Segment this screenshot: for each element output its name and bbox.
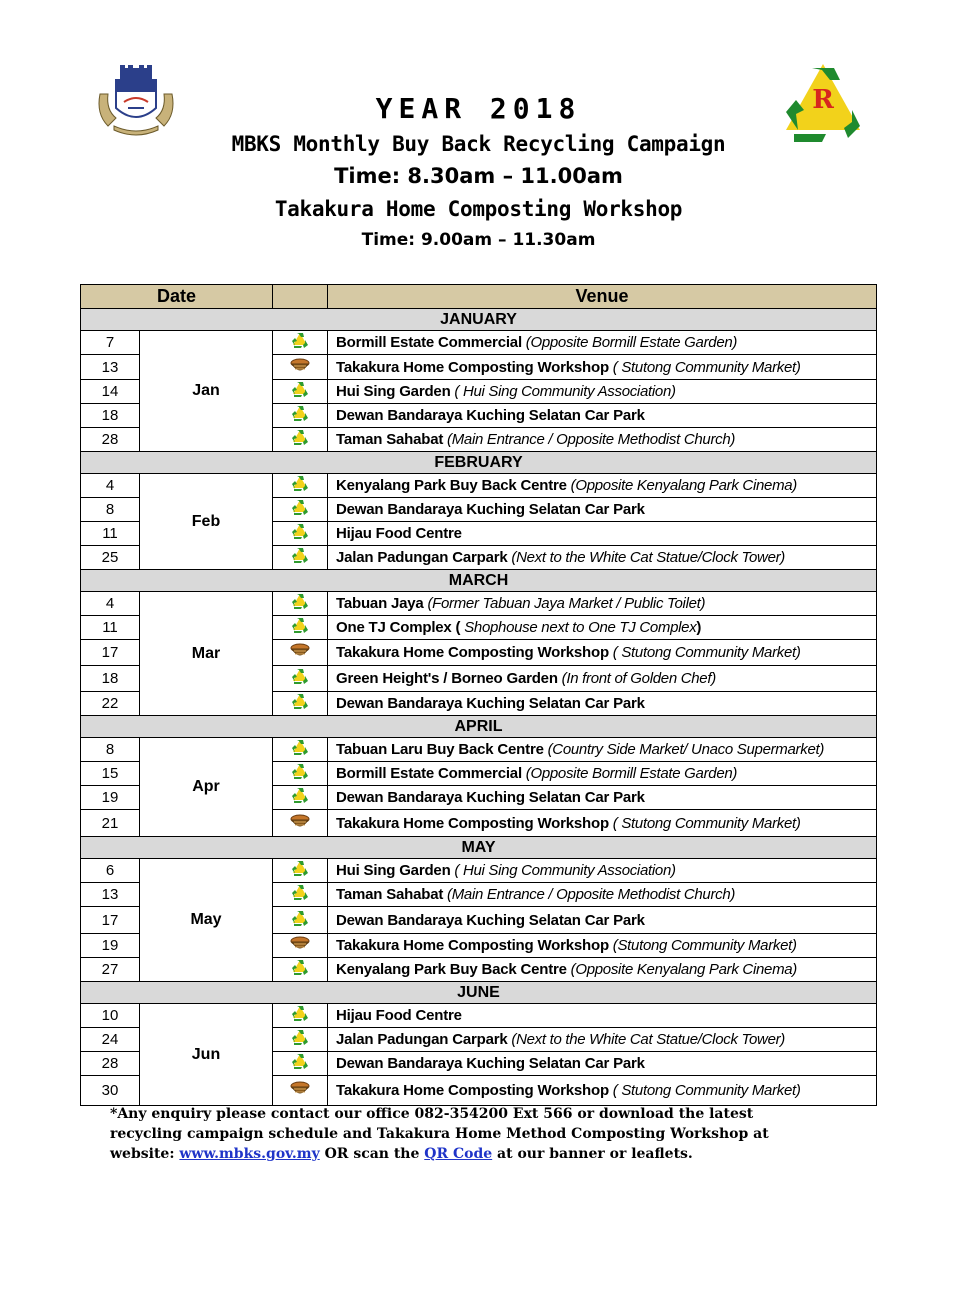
month-row: [81, 837, 877, 859]
event-type-cell: [273, 616, 328, 640]
venue-name: One TJ Complex (: [336, 619, 461, 636]
table-row: [81, 592, 877, 616]
month-short-cell: Jun: [140, 1004, 273, 1106]
venue-cell: [328, 498, 877, 522]
day-cell: 11: [81, 522, 140, 546]
day-cell: 27: [81, 958, 140, 982]
venue-cell: [328, 1052, 877, 1076]
recycle-icon: [291, 616, 309, 639]
recycle-icon: [291, 692, 309, 715]
day-cell: 8: [81, 738, 140, 762]
compost-basket-icon: [289, 934, 311, 957]
event-type-cell: [273, 907, 328, 934]
venue-note: ( Hui Sing Community Association): [450, 862, 676, 879]
venue-name: Dewan Bandaraya Kuching Selatan Car Park: [336, 501, 645, 518]
venue-note: Shophouse next to One TJ Complex: [460, 619, 697, 636]
day-cell: 14: [81, 380, 140, 404]
venue-name: Hijau Food Centre: [336, 1007, 462, 1024]
month-name: APRIL: [81, 716, 877, 738]
footer-text-2: OR scan the: [319, 1146, 425, 1162]
event-type-cell: [273, 474, 328, 498]
venue-cell: [328, 380, 877, 404]
venue-note: (Main Entrance / Opposite Methodist Church): [443, 886, 736, 903]
day-cell: 19: [81, 934, 140, 958]
footer-text: *Any enquiry please contact our office 082-354200 Ext 566 or download the latest recycling campaign schedule and Takakura Home Method Composting Workshop at website:: [110, 1106, 769, 1162]
day-cell: 28: [81, 428, 140, 452]
venue-cell: [328, 762, 877, 786]
recycle-icon: [291, 331, 309, 354]
day-cell: 19: [81, 786, 140, 810]
month-short-cell: Jan: [140, 331, 273, 452]
day-cell: 25: [81, 546, 140, 570]
event-type-cell: [273, 934, 328, 958]
month-short-cell: Mar: [140, 592, 273, 716]
event-type-cell: [273, 522, 328, 546]
recycle-icon: [291, 380, 309, 403]
venue-name: Green Height's / Borneo Garden: [336, 670, 558, 687]
venue-note: (Main Entrance / Opposite Methodist Church): [443, 431, 736, 448]
day-cell: 30: [81, 1076, 140, 1106]
recycle-icon: [291, 498, 309, 521]
event-type-cell: [273, 859, 328, 883]
workshop-title: Takakura Home Composting Workshop: [274, 197, 683, 221]
recycle-icon: [291, 522, 309, 545]
month-short-cell: Apr: [140, 738, 273, 837]
day-cell: 22: [81, 692, 140, 716]
venue-name: Taman Sahabat: [336, 431, 444, 448]
compost-basket-icon: [289, 1079, 311, 1102]
event-type-cell: [273, 738, 328, 762]
venue-name: Takakura Home Composting Workshop: [336, 937, 609, 954]
day-cell: 6: [81, 859, 140, 883]
venue-cell: [328, 1028, 877, 1052]
day-cell: 15: [81, 762, 140, 786]
table-header-row: [81, 285, 877, 309]
month-name: JANUARY: [81, 309, 877, 331]
event-type-cell: [273, 1052, 328, 1076]
venue-cell: [328, 640, 877, 666]
venue-cell: [328, 474, 877, 498]
day-cell: 13: [81, 883, 140, 907]
venue-name: Hui Sing Garden: [336, 862, 451, 879]
event-type-cell: [273, 1076, 328, 1106]
venue-cell: [328, 522, 877, 546]
recycle-icon: [291, 762, 309, 785]
venue-cell: [328, 810, 877, 837]
venue-note: (Opposite Kenyalang Park Cinema): [566, 961, 797, 978]
venue-name: Takakura Home Composting Workshop: [336, 358, 609, 376]
recycling-logo-letter: R: [812, 85, 834, 115]
recycle-icon: [291, 1028, 309, 1051]
recycle-icon: [291, 428, 309, 451]
venue-name: Tabuan Laru Buy Back Centre: [336, 741, 544, 758]
venue-cell: [328, 738, 877, 762]
recycle-icon: [291, 1004, 309, 1027]
venue-note: (Former Tabuan Jaya Market / Public Toilet): [423, 595, 706, 612]
recycle-icon: [291, 474, 309, 497]
recycle-icon: [291, 909, 309, 932]
venue-cell: [328, 331, 877, 355]
event-type-cell: [273, 355, 328, 380]
month-name: JUNE: [81, 982, 877, 1004]
event-type-cell: [273, 404, 328, 428]
event-type-cell: [273, 331, 328, 355]
day-cell: 10: [81, 1004, 140, 1028]
month-name: MAY: [81, 837, 877, 859]
month-short-cell: May: [140, 859, 273, 982]
campaign-time: Time: 8.30am – 11.00am: [334, 164, 623, 188]
day-cell: 18: [81, 404, 140, 428]
venue-cell: [328, 404, 877, 428]
venue-name: Jalan Padungan Carpark: [336, 549, 508, 566]
recycle-icon: [291, 883, 309, 906]
venue-cell: [328, 883, 877, 907]
venue-cell: [328, 958, 877, 982]
venue-name: Bormill Estate Commercial: [336, 334, 522, 351]
event-type-cell: [273, 546, 328, 570]
venue-note: (Next to the White Cat Statue/Clock Tower): [507, 549, 786, 566]
venue-note: (Opposite Bormill Estate Garden): [521, 334, 738, 351]
compost-basket-icon: [289, 812, 311, 835]
event-type-cell: [273, 786, 328, 810]
recycle-icon: [291, 859, 309, 882]
venue-note: ( Stutong Community Market): [608, 814, 801, 832]
recycle-icon: [291, 738, 309, 761]
footer-note: [110, 1104, 810, 1164]
venue-name: Dewan Bandaraya Kuching Selatan Car Park: [336, 911, 645, 929]
venue-name: Dewan Bandaraya Kuching Selatan Car Park: [336, 407, 645, 424]
venue-name-tail: ): [696, 619, 702, 636]
venue-note: ( Stutong Community Market): [608, 644, 801, 661]
venue-cell: [328, 428, 877, 452]
venue-cell: [328, 666, 877, 692]
recycling-logo: [782, 60, 864, 144]
recycle-icon: [291, 1052, 309, 1075]
venue-note: ( Stutong Community Market): [608, 1082, 801, 1099]
event-type-cell: [273, 666, 328, 692]
venue-name: Dewan Bandaraya Kuching Selatan Car Park: [336, 1055, 645, 1072]
month-name: FEBRUARY: [81, 452, 877, 474]
day-cell: 4: [81, 474, 140, 498]
event-type-cell: [273, 380, 328, 404]
month-row: [81, 982, 877, 1004]
event-type-cell: [273, 498, 328, 522]
venue-note: (Opposite Bormill Estate Garden): [521, 765, 738, 782]
venue-name: Taman Sahabat: [336, 886, 444, 903]
event-type-cell: [273, 1004, 328, 1028]
day-cell: 18: [81, 666, 140, 692]
venue-name: Dewan Bandaraya Kuching Selatan Car Park: [336, 789, 645, 806]
venue-note: (Stutong Community Market): [608, 937, 797, 954]
day-cell: 13: [81, 355, 140, 380]
event-type-cell: [273, 810, 328, 837]
month-short-cell: Feb: [140, 474, 273, 570]
day-cell: 11: [81, 616, 140, 640]
event-type-cell: [273, 958, 328, 982]
venue-cell: [328, 546, 877, 570]
venue-cell: [328, 1004, 877, 1028]
venue-cell: [328, 786, 877, 810]
venue-cell: [328, 907, 877, 934]
recycle-icon: [291, 786, 309, 809]
day-cell: 8: [81, 498, 140, 522]
day-cell: 24: [81, 1028, 140, 1052]
event-type-cell: [273, 692, 328, 716]
compost-basket-icon: [289, 641, 311, 664]
event-type-cell: [273, 592, 328, 616]
venue-cell: [328, 592, 877, 616]
footer-text-3: at our banner or leaflets.: [492, 1146, 693, 1162]
month-row: [81, 309, 877, 331]
table-row: [81, 331, 877, 355]
venue-name: Kenyalang Park Buy Back Centre: [336, 477, 567, 494]
month-row: [81, 716, 877, 738]
event-type-cell: [273, 762, 328, 786]
month-row: [81, 570, 877, 592]
venue-note: (Country Side Market/ Unaco Supermarket): [543, 741, 825, 758]
table-row: [81, 738, 877, 762]
venue-note: (Opposite Kenyalang Park Cinema): [566, 477, 797, 494]
day-cell: 28: [81, 1052, 140, 1076]
venue-column-header: Venue: [328, 285, 877, 309]
venue-name: Tabuan Jaya: [336, 595, 424, 612]
month-name: MARCH: [81, 570, 877, 592]
event-type-cell: [273, 640, 328, 666]
venue-name: Takakura Home Composting Workshop: [336, 1082, 609, 1099]
venue-name: Bormill Estate Commercial: [336, 765, 522, 782]
venue-cell: [328, 859, 877, 883]
venue-name: Kenyalang Park Buy Back Centre: [336, 961, 567, 978]
compost-basket-icon: [289, 356, 311, 379]
year-title: YEAR 2018: [375, 92, 582, 125]
mbks-crest-logo: [94, 64, 178, 138]
event-type-cell: [273, 883, 328, 907]
venue-cell: [328, 692, 877, 716]
recycle-icon: [291, 667, 309, 690]
venue-cell: [328, 616, 877, 640]
day-cell: 17: [81, 640, 140, 666]
recycle-icon: [291, 404, 309, 427]
venue-name: Hui Sing Garden: [336, 383, 451, 400]
table-row: [81, 859, 877, 883]
venue-name: Takakura Home Composting Workshop: [336, 644, 609, 661]
venue-cell: [328, 355, 877, 380]
venue-name: Dewan Bandaraya Kuching Selatan Car Park: [336, 695, 645, 712]
venue-cell: [328, 934, 877, 958]
qr-code-link[interactable]: QR Code: [424, 1146, 493, 1162]
recycle-icon: [291, 958, 309, 981]
venue-name: Hijau Food Centre: [336, 525, 462, 542]
day-cell: 21: [81, 810, 140, 837]
day-cell: 7: [81, 331, 140, 355]
icon-column-header: [273, 285, 328, 309]
venue-name: Jalan Padungan Carpark: [336, 1031, 508, 1048]
recycle-icon: [291, 592, 309, 615]
campaign-title: MBKS Monthly Buy Back Recycling Campaign: [231, 132, 726, 156]
table-row: [81, 1004, 877, 1028]
event-type-cell: [273, 1028, 328, 1052]
venue-cell: [328, 1076, 877, 1106]
page-header: [180, 90, 777, 254]
workshop-time: Time: 9.00am – 11.30am: [361, 230, 596, 250]
day-cell: 4: [81, 592, 140, 616]
day-cell: 17: [81, 907, 140, 934]
schedule-table: [80, 284, 877, 1106]
website-link[interactable]: www.mbks.gov.my: [179, 1146, 320, 1162]
venue-note: ( Stutong Community Market): [608, 358, 801, 376]
recycle-icon: [291, 546, 309, 569]
date-column-header: Date: [81, 285, 273, 309]
month-row: [81, 452, 877, 474]
venue-note: (Next to the White Cat Statue/Clock Tower): [507, 1031, 786, 1048]
event-type-cell: [273, 428, 328, 452]
venue-name: Takakura Home Composting Workshop: [336, 814, 609, 832]
venue-note: ( Hui Sing Community Association): [450, 383, 676, 400]
table-row: [81, 474, 877, 498]
venue-note: (In front of Golden Chef): [557, 670, 716, 687]
